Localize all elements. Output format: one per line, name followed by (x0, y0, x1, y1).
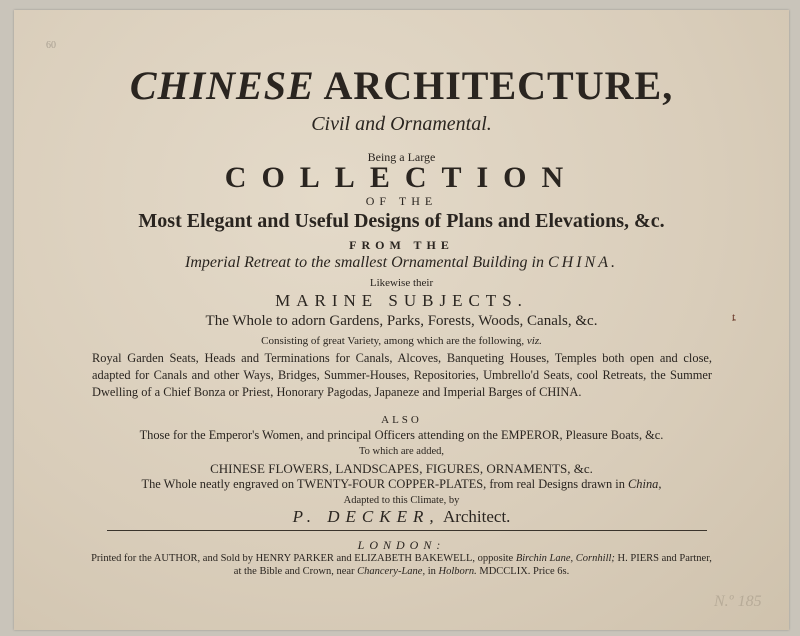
title-part2: ARCHITECTURE, (323, 63, 674, 108)
shelf-number: N.º 185 (714, 593, 762, 610)
title-page (14, 10, 789, 630)
collection-heading: COLLECTION (224, 161, 579, 194)
margin-mark: ȶ (732, 310, 736, 324)
author-name: P. DECKER, (292, 507, 440, 526)
imprint-2b: Chancery-Lane, (357, 566, 426, 577)
also-line: ALSO (381, 414, 422, 426)
engraved-text: The Whole neatly engraved on TWENTY-FOUR COPPER-PLATES, from real Designs drawn in (141, 477, 625, 491)
imperial-c: Ornamental Building (391, 254, 528, 271)
from-the-line: FROM THE (349, 238, 454, 252)
marine-subjects: MARINE SUBJECTS. (275, 291, 528, 310)
imprint-1b: Birchin Lane, Cornhill; (515, 553, 615, 564)
imprint-1a: Printed for the AUTHOR, and Sold by HENRY PARKER and ELIZABETH BAKEWELL, opposite (91, 553, 514, 564)
adapted-line: Adapted to this Climate, by (343, 495, 460, 506)
author-line (14, 507, 789, 527)
being-line: Being a Large (367, 150, 436, 164)
main-title (14, 62, 789, 109)
flowers-line: CHINESE FLOWERS, LANDSCAPES, FIGURES, ORNAMENTS, &c. (210, 461, 593, 476)
imprint-2e: MDCCLIX. Price 6s. (479, 566, 570, 577)
paper-sheet (14, 10, 789, 630)
consisting-text: Consisting of great Variety, among which are the following, (261, 335, 525, 347)
engraved-china: China, (628, 477, 662, 491)
imperial-e: CHINA. (547, 254, 618, 271)
imprint-2a: at the Bible and Crown, near (233, 566, 355, 577)
imprint-line-2 (14, 566, 789, 577)
imprint-line-1 (14, 553, 789, 564)
adorn-line: The Whole to adorn Gardens, Parks, Forests, Woods, Canals, &c. (205, 313, 598, 329)
imprint-place: LONDON: (357, 538, 446, 552)
corner-note: 60 (46, 40, 56, 51)
imperial-line (14, 254, 789, 272)
designs-paragraph: Royal Garden Seats, Heads and Terminations for Canals, Alcoves, Banqueting Houses, Temples both open and close, adapted for Canals and other Ways, Bridges, Summer-Houses, Repositories, Umbrello'd Seats, cool Retreats, the Summer Dwelling of a Chief Bonza or Priest, Honorary Pagodas, Japaneze and Imperial Barges of CHINA. (92, 351, 712, 399)
engraved-line (14, 477, 789, 492)
title-part1: CHINESE (129, 63, 315, 108)
divider-rule (107, 530, 707, 531)
of-the-line: OF THE (365, 194, 438, 208)
to-which-line: To which are added, (359, 446, 444, 457)
subtitle: Civil and Ornamental. (311, 113, 492, 135)
designs-line: Most Elegant and Useful Designs of Plans and Elevations, &c. (138, 210, 665, 232)
author-role: Architect. (442, 507, 511, 526)
imperial-d: in (531, 254, 544, 271)
imprint-1c: H. PIERS and Partner, (617, 553, 712, 564)
emperor-line: Those for the Emperor's Women, and principal Officers attending on the EMPEROR, Pleasure Boats, &c. (139, 428, 664, 442)
imperial-a: Imperial Retreat (185, 254, 291, 271)
imprint-2c: in (427, 566, 436, 577)
likewise-line: Likewise their (369, 277, 434, 289)
consisting-line (14, 335, 789, 347)
consisting-viz: viz. (526, 335, 542, 347)
imprint-2d: Holborn. (438, 566, 477, 577)
imperial-b: to the smallest (294, 254, 388, 271)
